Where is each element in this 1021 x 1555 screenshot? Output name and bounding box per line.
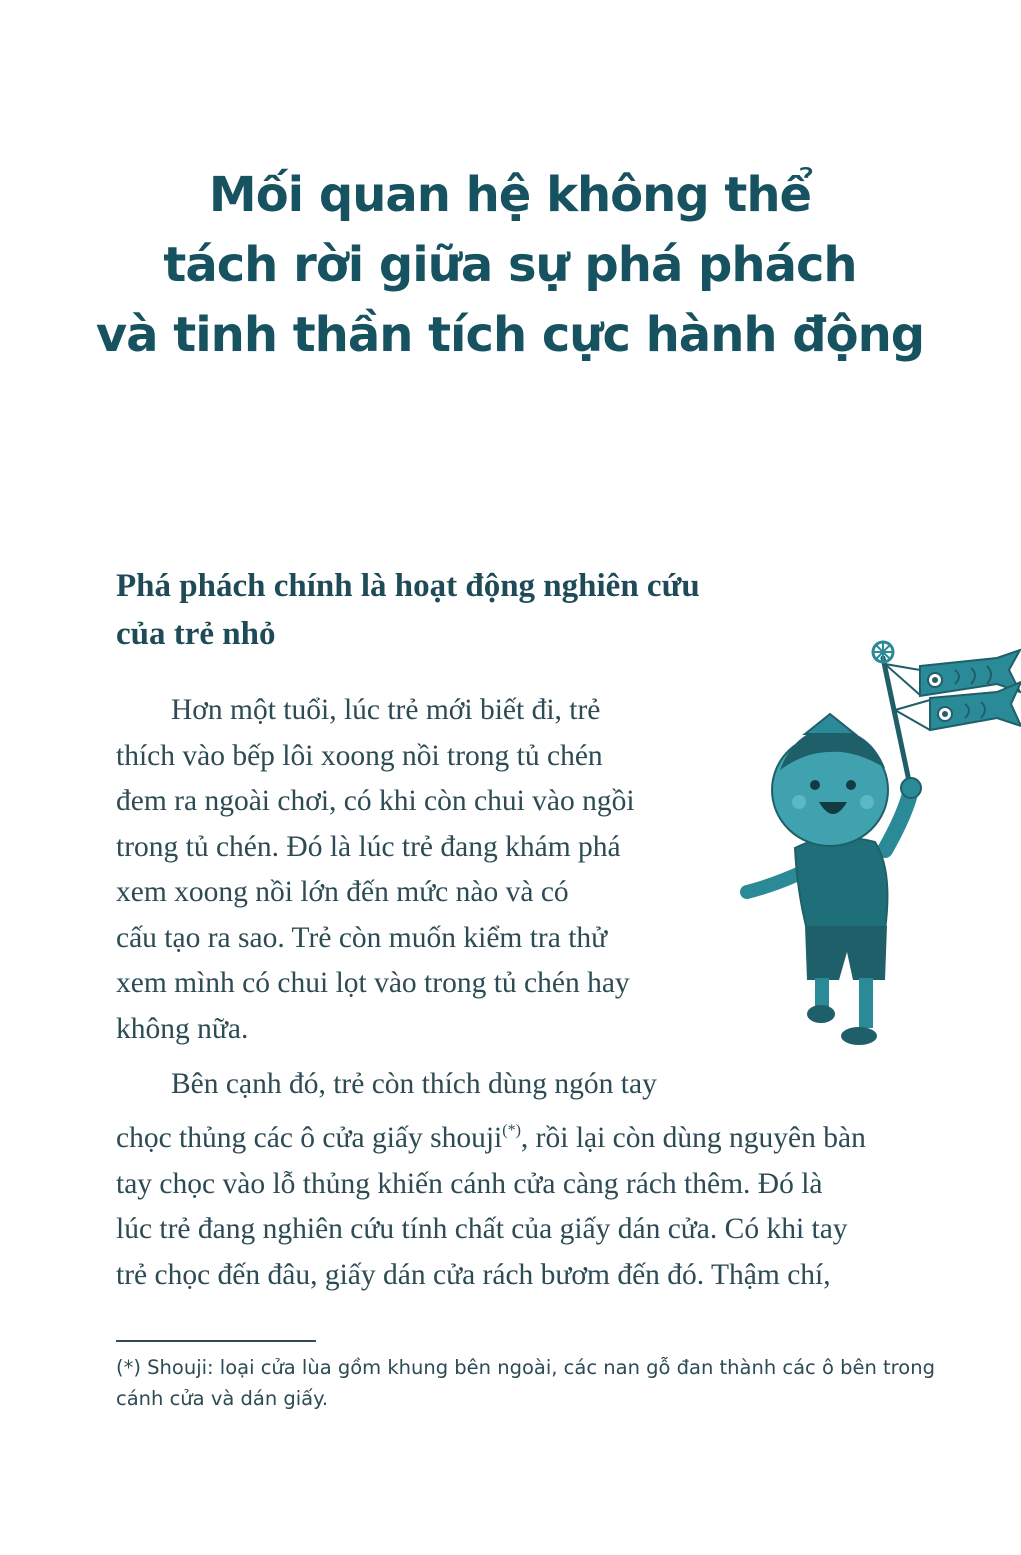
section-heading-line: Phá phách chính là hoạt động nghiên cứu	[116, 568, 700, 604]
text-line: tay chọc vào lỗ thủng khiến cánh cửa càng rách thêm. Đó là	[116, 1167, 823, 1200]
text-line: xem mình có chui lọt vào trong tủ chén hay	[116, 967, 630, 999]
footnote-line: (*) Shouji: loại cửa lùa gồm khung bên ngoài, các nan gỗ đan thành các ô bên trong	[116, 1356, 935, 1379]
footnote-line: cánh cửa và dán giấy.	[116, 1387, 329, 1410]
text-line: trong tủ chén. Đó là lúc trẻ đang khám phá	[116, 830, 621, 863]
text-line: trẻ chọc đến đâu, giấy dán cửa rách bươm đến đó. Thậm chí,	[116, 1258, 831, 1291]
chapter-title-line: Mối quan hệ không thể	[208, 167, 812, 223]
footnote	[116, 1352, 986, 1414]
section-heading-line: của trẻ nhỏ	[116, 616, 276, 652]
pinwheel-icon	[873, 642, 893, 662]
chapter-title	[60, 160, 960, 370]
child-with-koinobori-illustration	[735, 630, 1021, 1060]
text-line: Hơn một tuổi, lúc trẻ mới biết đi, trẻ	[171, 694, 601, 726]
text-line: đem ra ngoài chơi, có khi còn chui vào ngồi	[116, 785, 635, 817]
paragraph-2	[116, 1108, 976, 1298]
chapter-title-line: tách rời giữa sự phá phách	[163, 237, 857, 293]
footnote-divider	[116, 1340, 316, 1342]
text-line	[116, 1108, 976, 1162]
text-line: không nữa.	[116, 1012, 249, 1045]
footnote-marker: (*)	[502, 1122, 521, 1139]
text-line: cấu tạo ra sao. Trẻ còn muốn kiểm tra thử	[116, 921, 608, 954]
chapter-title-line: và tinh thần tích cực hành động	[95, 307, 925, 363]
text-fragment: , rồi lại còn dùng nguyên bàn	[520, 1122, 866, 1154]
section-heading	[116, 562, 836, 658]
text-fragment: chọc thủng các ô cửa giấy shouji	[116, 1122, 503, 1154]
paragraph-2-first-line: Bên cạnh đó, trẻ còn thích dùng ngón tay	[171, 1068, 657, 1100]
text-line: thích vào bếp lôi xoong nồi trong tủ chén	[116, 739, 603, 772]
text-line: xem xoong nồi lớn đến mức nào và có	[116, 876, 569, 908]
text-line: lúc trẻ đang nghiên cứu tính chất của giấy dán cửa. Có khi tay	[116, 1213, 848, 1245]
paragraph-1	[116, 688, 746, 1052]
